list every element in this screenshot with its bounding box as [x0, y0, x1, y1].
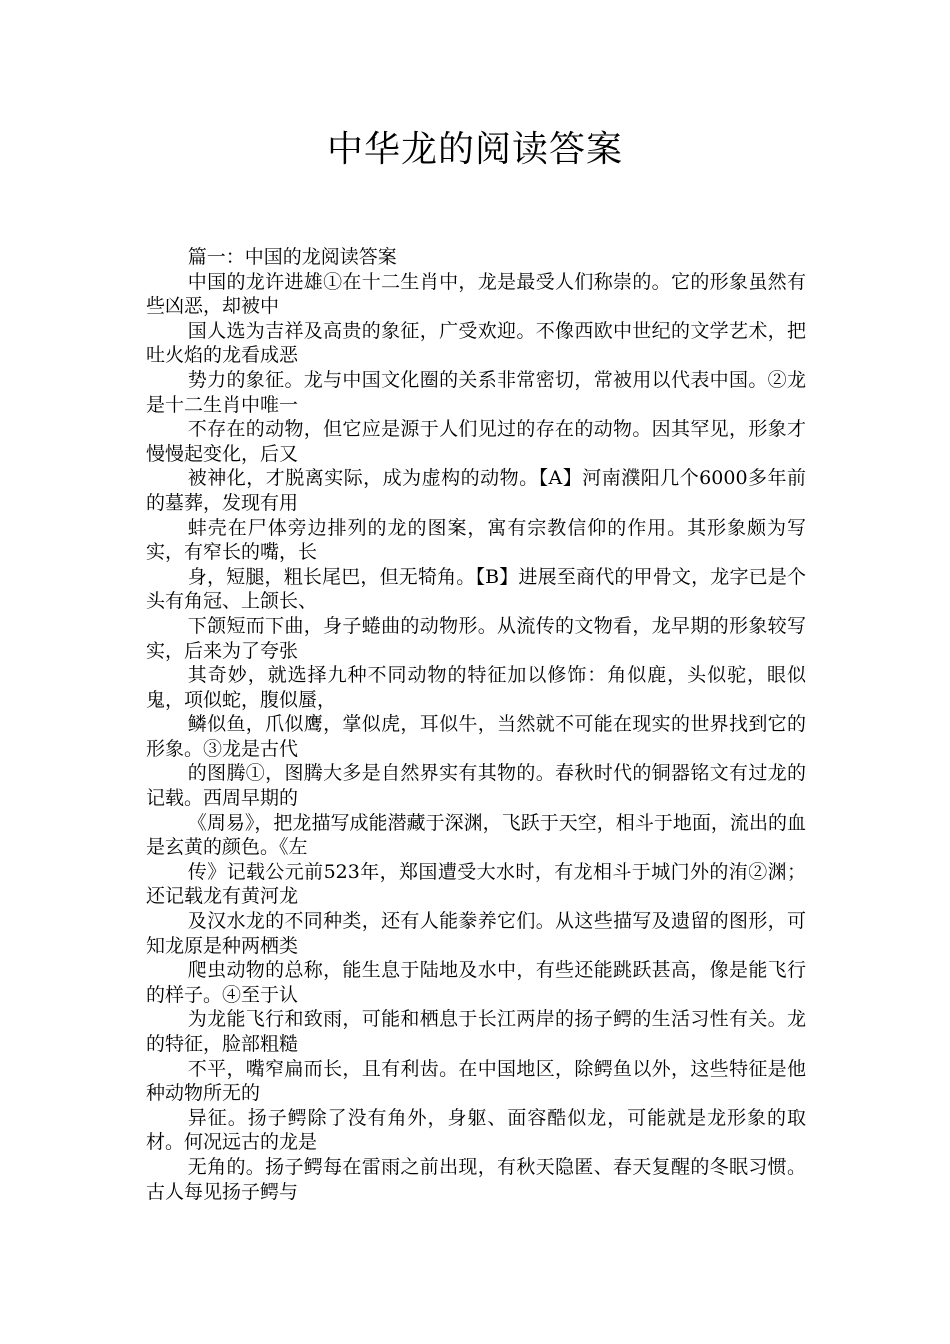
body-paragraph: 不平，嘴窄扁而长，且有利齿。在中国地区，除鳄鱼以外，这些特征是他种动物所无的 [146, 1057, 806, 1105]
body-paragraph: 鳞似鱼，爪似鹰，掌似虎，耳似牛，当然就不可能在现实的世界找到它的形象。③龙是古代 [146, 713, 806, 760]
body-paragraph: 为龙能飞行和致雨，可能和栖息于长江两岸的扬子鳄的生活习性有关。龙的特征，脸部粗糙 [146, 1008, 806, 1055]
body-paragraph: 的图腾①，图腾大多是自然界实有其物的。春秋时代的铜器铭文有过龙的记载。西周早期的 [146, 762, 806, 810]
document-body [146, 245, 806, 1204]
body-paragraph: 《周易》，把龙描写成能潜藏于深渊，飞跃于天空，相斗于地面，流出的血是玄黄的颜色。《左 [146, 811, 806, 859]
body-paragraph: 身，短腿，粗长尾巴，但无犄角。【B】进展至商代的甲骨文，龙字已是个头有角冠、上颌长、 [146, 565, 806, 613]
body-paragraph: 无角的。扬子鳄每在雷雨之前出现，有秋天隐匿、春天复醒的冬眠习惯。古人每见扬子鳄与 [146, 1155, 806, 1203]
body-paragraph: 被神化，才脱离实际，成为虚构的动物。【A】河南濮阳几个6000多年前的墓葬，发现有用 [146, 467, 806, 514]
body-paragraph: 及汉水龙的不同种类，还有人能豢养它们。从这些描写及遗留的图形，可知龙原是种两栖类 [146, 910, 806, 957]
body-paragraph: 异征。扬子鳄除了没有角外，身躯、面容酷似龙，可能就是龙形象的取材。何况远古的龙是 [146, 1106, 806, 1154]
body-paragraph: 国人选为吉祥及高贵的象征，广受欢迎。不像西欧中世纪的文学艺术，把吐火焰的龙看成恶 [146, 319, 806, 367]
body-paragraph: 传》记载公元前523年，郑国遭受大水时，有龙相斗于城门外的洧②渊；还记载龙有黄河龙 [146, 860, 806, 908]
body-paragraph: 爬虫动物的总称，能生息于陆地及水中，有些还能跳跃甚高，像是能飞行的样子。④至于认 [146, 959, 806, 1006]
body-paragraph: 不存在的动物，但它应是源于人们见过的存在的动物。因其罕见，形象才慢慢起变化，后又 [146, 418, 806, 465]
document-title: 中华龙的阅读答案 [326, 129, 623, 170]
body-paragraph: 下颌短而下曲，身子蜷曲的动物形。从流传的文物看，龙早期的形象较写实，后来为了夸张 [146, 614, 806, 662]
body-paragraph: 其奇妙，就选择九种不同动物的特征加以修饰：角似鹿，头似驼，眼似鬼，项似蛇，腹似蜃， [146, 664, 806, 711]
body-paragraph: 蚌壳在尸体旁边排列的龙的图案，寓有宗教信仰的作用。其形象颇为写实，有窄长的嘴，长 [146, 516, 806, 564]
body-paragraph: 势力的象征。龙与中国文化圈的关系非常密切，常被用以代表中国。②龙是十二生肖中唯一 [146, 368, 806, 416]
section-heading: 篇一：中国的龙阅读答案 [187, 246, 397, 268]
body-paragraph: 中国的龙许进雄①在十二生肖中，龙是最受人们称崇的。它的形象虽然有些凶恶，却被中 [146, 270, 806, 318]
